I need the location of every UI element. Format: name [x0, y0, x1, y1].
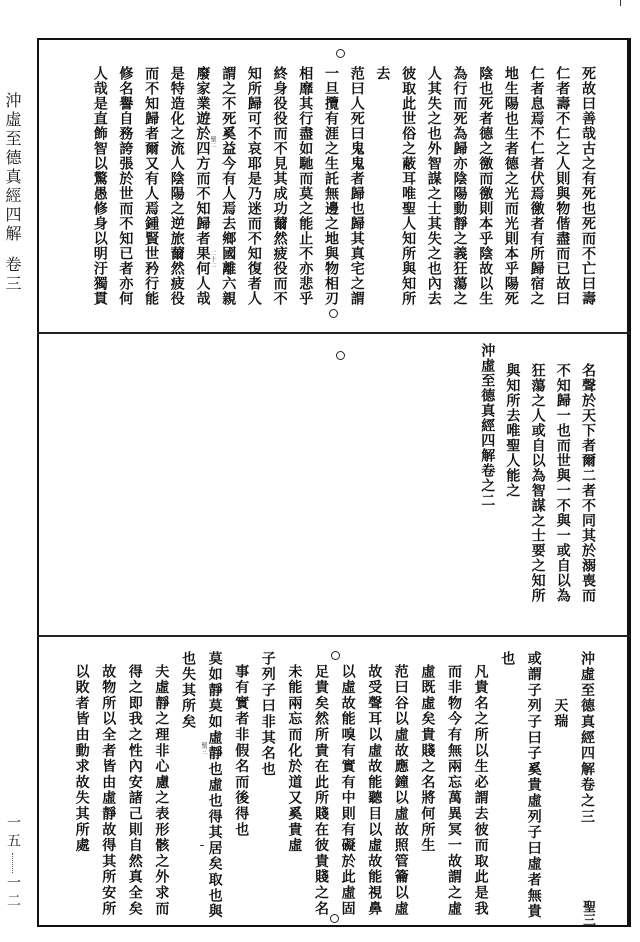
scan-mark [620, 0, 621, 6]
section-circle-mark [336, 351, 345, 360]
margin-volume: 卷三 [3, 256, 22, 294]
top-text-column: 一旦攬有涯之生託無邊之地與物相刃 [323, 66, 339, 306]
middle-text-column: 名聲於天下者爾二者不同其於溺喪而 [580, 363, 596, 603]
top-text-column: 去 [374, 66, 391, 81]
page-number-part-b: 一二 [5, 875, 21, 911]
top-text-column: 人哉是直飾智以驚愚修身以明汙獨貫 [91, 66, 108, 306]
top-text-column: 終身役役而不見其成功薾然疲役而不 [271, 66, 288, 306]
margin-book-title [4, 92, 20, 294]
small-dash-mark [200, 845, 204, 846]
top-text-column: 是特造化之流人陰陽之逆旅薾然疲役 [168, 66, 185, 306]
bottom-text-column: 以敗者皆由動求故失其所處 [73, 664, 90, 854]
top-text-column: 而不知歸者爾又有人焉鍾賢世矜行能 [143, 66, 160, 306]
bottom-text-column: 天瑞 [552, 698, 569, 730]
top-text-column: 廢家業遊於四方而不知歸者果何人哉 [194, 66, 211, 306]
bottom-text-column: 也 [499, 651, 516, 667]
bottom-text-column: 沖虛至德真經四解卷之三 [579, 651, 595, 825]
small-annotation: 聖二 [209, 136, 216, 148]
top-text-column: 死故曰善哉古之有死也死而不亡曰壽 [580, 66, 596, 306]
bottom-text-column: 而非物今有無兩忘萬異冥一故謂之虛 [446, 664, 462, 917]
top-text-column: 人其失之也外智謀之士其失之也內去 [425, 66, 442, 306]
middle-text-column: 不知歸一也而世與一不與一或自以為 [554, 363, 571, 603]
top-text-column: 仁者息焉不仁者伏焉徼者有所歸宿之 [528, 66, 545, 306]
page-number-rule [12, 853, 14, 873]
top-text-column: 知所歸可不哀耶是乃迷而不知復者人 [245, 66, 262, 306]
section-circle-mark [331, 651, 340, 660]
panel-divider [37, 332, 631, 334]
bottom-text-column: 事有實者非假名而後得也 [233, 664, 250, 838]
top-text-column: 地生陽也生者德之光而光則本乎陽死 [502, 66, 519, 306]
middle-text-column: 狂蕩之人或自以為智謀之士要之知所 [529, 363, 546, 603]
middle-text-column: 與知所去唯聖人能之 [504, 363, 521, 498]
small-annotation: 聖三 [200, 742, 207, 754]
middle-text-column: 沖虛至德真經四解卷之二 [479, 343, 496, 508]
top-text-column: 謂之不死奚益今有人焉去鄉國離六親 [220, 66, 237, 306]
bottom-text-column: 故物所以全者皆由虛靜故得其所安所 [100, 664, 117, 917]
bottom-text-column: 或謂子列子曰子奚貴虛列子曰虛者無貴 [525, 651, 542, 920]
bottom-text-column: 未能兩忘而化於道又奚貴虛 [286, 664, 303, 854]
top-text-column: 修名譽自務誇張於世而不知已者亦何 [117, 66, 134, 306]
bottom-text-column: 莫如靜莫如虛靜也虛也得其居矣取也與 [206, 651, 223, 920]
bottom-text-column: 故受聲耳以虛故能聽目以虛故能視鼻 [366, 664, 383, 917]
section-circle-mark [336, 49, 345, 58]
top-text-column: 范曰人死曰鬼鬼者歸也歸其真宅之謂 [348, 66, 365, 306]
bottom-text-column: 以虛故能嗅有實有中則有礙於此虛固 [339, 664, 356, 917]
bottom-text-column: 也失其所矣 [180, 651, 196, 730]
page-number-part-a: 一五 [5, 815, 21, 851]
bottom-text-column: 得之即我之性內安諸己則自然真全矣 [126, 664, 143, 917]
top-text-column: 仁者壽不仁之人則與物偕盡而已故曰 [554, 66, 571, 306]
top-text-column: 為行而死為歸亦陰陽動靜之義狂蕩之 [451, 66, 468, 306]
margin-title-text: 沖虛至德真經四解 [3, 92, 22, 244]
top-text-column: 彼取此世俗之蔽耳唯聖人知所與知所 [400, 66, 417, 306]
page-number [6, 815, 20, 911]
top-text-column: 陰也死者德之徼而徼則本乎陰故以生 [477, 66, 494, 306]
bottom-text-column: 子列子曰非其名也 [259, 651, 276, 778]
section-circle-mark [330, 914, 339, 923]
bottom-text-column: 足貴矣然所貴在此所賤在彼貴賤之名 [313, 664, 329, 917]
bottom-text-column: 范曰谷以虛故應鐘以虛故照管籥以虛 [392, 664, 409, 917]
section-circle-mark [329, 309, 338, 318]
volume-mark: 聖三 [580, 900, 595, 926]
panel-divider [37, 635, 631, 637]
small-annotation: 二十二 [209, 250, 216, 268]
bottom-text-column: 凡貴名之所以生必謂去彼而取此是我 [472, 664, 489, 917]
top-text-column: 相靡其行盡如馳而莫之能止不亦悲乎 [297, 66, 314, 306]
bottom-text-column: 夫虛靜之理非心慮之表形骸之外求而 [153, 664, 170, 917]
bottom-text-column: 虛既虛矣貴賤之名將何所生 [419, 664, 436, 854]
